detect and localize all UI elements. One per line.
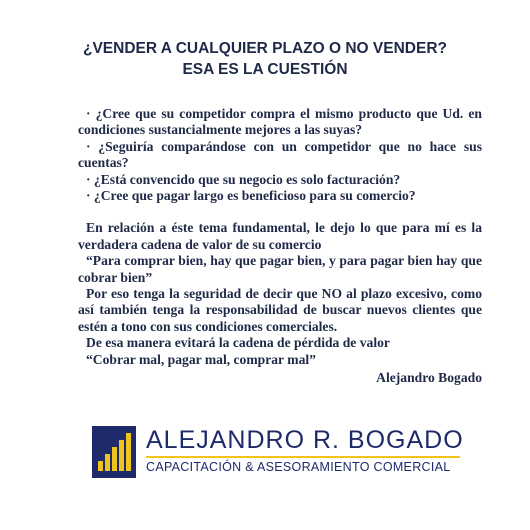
document-body <box>78 106 482 387</box>
body-paragraph: Por eso tenga la seguridad de decir que NO al plazo excesivo, como así también tenga la responsabilidad de buscar nuevos clientes que estén a tono con sus condiciones comerciales. <box>78 286 482 334</box>
bullet-item: · ¿Está convencido que su negocio es solo facturación? <box>86 171 401 187</box>
body-quote: “Cobrar mal, pagar mal, comprar mal” <box>86 351 316 367</box>
logo-name: ALEJANDRO R. BOGADO <box>146 426 464 454</box>
title-line-2: ESA ES LA CUESTIÓN <box>182 61 348 78</box>
bullet-item: · ¿Cree que pagar largo es beneficioso para su comercio? <box>86 188 416 204</box>
logo-bar <box>126 433 131 471</box>
logo-bar <box>98 461 103 471</box>
logo-subtitle: CAPACITACIÓN & ASESORAMIENTO COMERCIAL <box>146 460 451 474</box>
logo-divider <box>146 456 460 458</box>
document-title <box>0 38 530 80</box>
logo-bar <box>112 447 117 471</box>
signature: Alejandro Bogado <box>376 370 482 386</box>
title-line-1: ¿VENDER A CUALQUIER PLAZO O NO VENDER? <box>83 40 447 57</box>
bullet-item: · ¿Seguiría comparándose con un competidor que no hace sus cuentas? <box>78 138 482 171</box>
body-paragraph: De esa manera evitará la cadena de pérdida de valor <box>86 335 390 351</box>
bar-chart-icon <box>92 426 136 478</box>
body-quote: “Para comprar bien, hay que pagar bien, y para pagar bien hay que cobrar bien” <box>78 253 482 285</box>
bullet-item: · ¿Cree que su competidor compra el mismo producto que Ud. en condiciones sustancialmente mejores a las suyas? <box>78 106 482 138</box>
company-logo <box>92 426 462 478</box>
logo-bar <box>105 454 110 471</box>
logo-bar <box>119 440 124 471</box>
body-paragraph: En relación a éste tema fundamental, le dejo lo que para mí es la verdadera cadena de valor de su comercio <box>78 220 482 252</box>
paragraph-gap <box>78 204 482 220</box>
